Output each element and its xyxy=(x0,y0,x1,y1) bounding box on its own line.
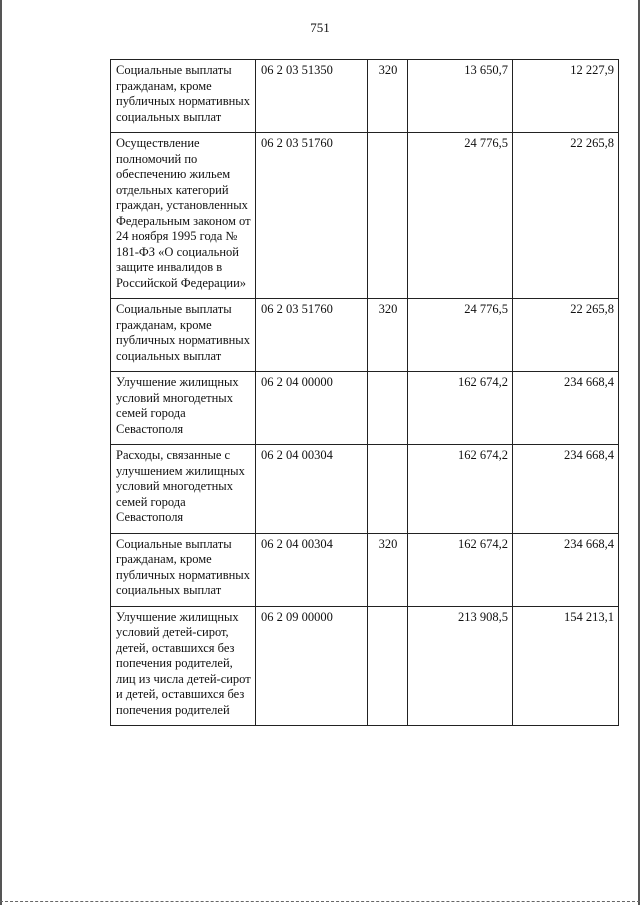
row-sum-first: 213 908,5 xyxy=(408,606,513,726)
row-sum-first: 162 674,2 xyxy=(408,533,513,606)
page-number: 751 xyxy=(310,20,330,35)
page-edge-bottom xyxy=(0,901,640,902)
row-name: Социальные выплаты гражданам, кроме публичных нормативных социальных выплат xyxy=(111,533,256,606)
row-code: 06 2 04 00304 xyxy=(256,533,368,606)
table-row xyxy=(111,445,619,534)
row-code: 06 2 04 00000 xyxy=(256,372,368,445)
row-expense-type xyxy=(368,372,408,445)
row-sum-first: 13 650,7 xyxy=(408,60,513,133)
row-sum-second: 154 213,1 xyxy=(513,606,619,726)
row-expense-type xyxy=(368,445,408,534)
row-sum-second: 22 265,8 xyxy=(513,133,619,299)
page-edge-left xyxy=(0,0,2,905)
row-sum-second: 234 668,4 xyxy=(513,533,619,606)
row-sum-second: 12 227,9 xyxy=(513,60,619,133)
row-sum-first: 24 776,5 xyxy=(408,133,513,299)
row-name: Улучшение жилищных условий многодетных семей города Севастополя xyxy=(111,372,256,445)
row-expense-type: 320 xyxy=(368,60,408,133)
table-row xyxy=(111,60,619,133)
row-sum-second: 234 668,4 xyxy=(513,372,619,445)
budget-table xyxy=(110,59,619,726)
row-code: 06 2 04 00304 xyxy=(256,445,368,534)
table-row xyxy=(111,372,619,445)
row-code: 06 2 03 51760 xyxy=(256,299,368,372)
row-code: 06 2 09 00000 xyxy=(256,606,368,726)
row-sum-first: 24 776,5 xyxy=(408,299,513,372)
row-sum-second: 234 668,4 xyxy=(513,445,619,534)
table-row xyxy=(111,299,619,372)
row-expense-type xyxy=(368,133,408,299)
table-row xyxy=(111,606,619,726)
row-expense-type xyxy=(368,606,408,726)
table-row xyxy=(111,133,619,299)
row-sum-second: 22 265,8 xyxy=(513,299,619,372)
row-name: Осуществление полномочий по обеспечению жильем отдельных категорий граждан, установленных Федеральным законом от 24 ноября 1995 года № 181-ФЗ «О социальной защите инвалидов в Российской Федерации» xyxy=(111,133,256,299)
row-sum-first: 162 674,2 xyxy=(408,445,513,534)
row-sum-first: 162 674,2 xyxy=(408,372,513,445)
row-name: Социальные выплаты гражданам, кроме публичных нормативных социальных выплат xyxy=(111,60,256,133)
row-expense-type: 320 xyxy=(368,299,408,372)
row-name: Улучшение жилищных условий детей-сирот, детей, оставшихся без попечения родителей, лиц из числа детей-сирот и детей, оставшихся без попечения родителей xyxy=(111,606,256,726)
row-expense-type: 320 xyxy=(368,533,408,606)
table-row xyxy=(111,533,619,606)
row-code: 06 2 03 51350 xyxy=(256,60,368,133)
row-name: Социальные выплаты гражданам, кроме публичных нормативных социальных выплат xyxy=(111,299,256,372)
row-code: 06 2 03 51760 xyxy=(256,133,368,299)
row-name: Расходы, связанные с улучшением жилищных условий многодетных семей города Севастополя xyxy=(111,445,256,534)
